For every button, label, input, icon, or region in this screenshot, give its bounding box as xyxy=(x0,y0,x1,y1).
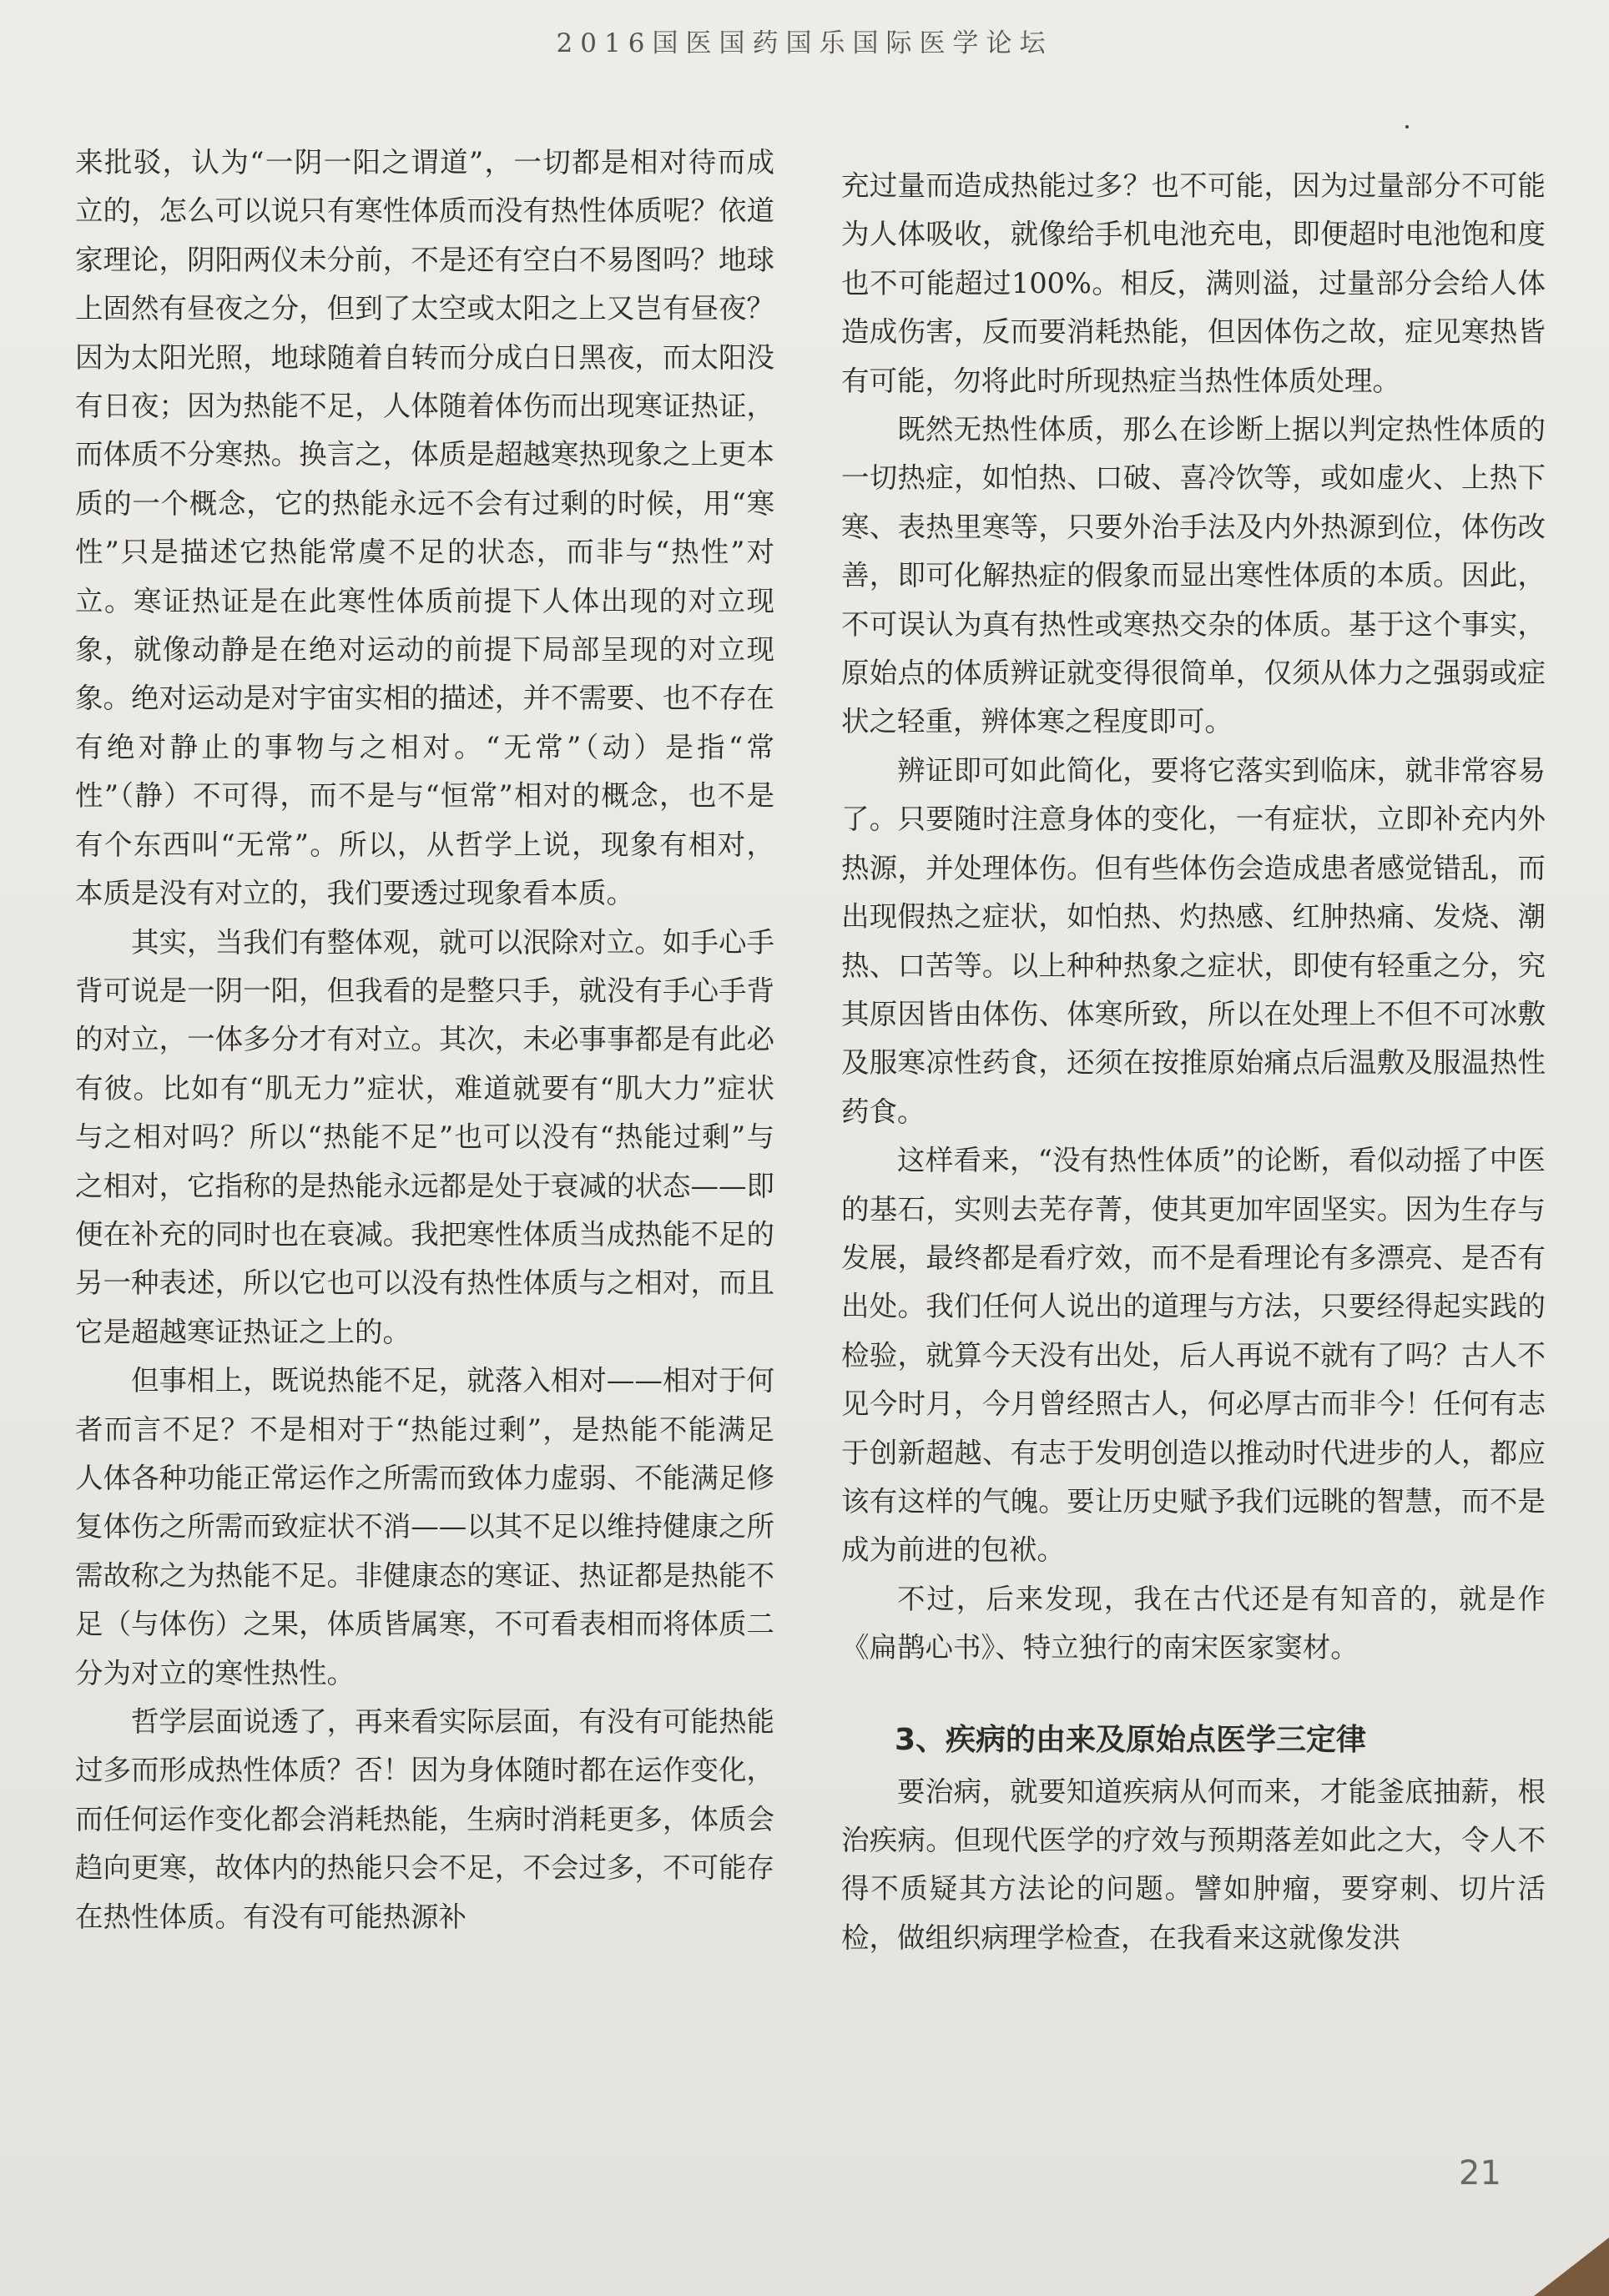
paragraph: 不过，后来发现，我在古代还是有知音的，就是作《扁鹊心书》、特立独行的南宋医家窦材。 xyxy=(841,1582,1546,1664)
paragraph: 哲学层面说透了，再来看实际层面，有没有可能热能过多而形成热性体质？否！因为身体随时都在运作变化，而任何运作变化都会消耗热能，生病时消耗更多，体质会趋向更寒，故体内的热能只会不足，不会过多，不可能存在热性体质。有没有可能热源补 xyxy=(75,1705,774,1933)
paragraph: 充过量而造成热能过多？也不可能，因为过量部分不可能为人体吸收，就像给手机电池充电，即便超时电池饱和度也不可能超过100%。相反，满则溢，过量部分会给人体造成伤害，反而要消耗热能，但因体伤之故，症见寒热皆有可能，勿将此时所现热症当热性体质处理。 xyxy=(841,169,1546,397)
paragraph: 来批驳，认为“一阴一阳之谓道”，一切都是相对待而成立的，怎么可以说只有寒性体质而没有热性体质呢？依道家理论，阴阳两仪未分前，不是还有空白不易图吗？地球上固然有昼夜之分，但到了太空或太阳之上又岂有昼夜？因为太阳光照，地球随着自转而分成白日黑夜，而太阳没有日夜；因为热能不足，人体随着体伤而出现寒证热证，而体质不分寒热。换言之，体质是超越寒热现象之上更本质的一个概念，它的热能永远不会有过剩的时候，用“寒性”只是描述它热能常虞不足的状态，而非与“热性”对立。寒证热证是在此寒性体质前提下人体出现的对立现象，就像动静是在绝对运动的前提下局部呈现的对立现象。绝对运动是对宇宙实相的描述，并不需要、也不存在有绝对静止的事物与之相对。“无常”（动）是指“常性”（静）不可得，而不是与“恒常”相对的概念，也不是有个东西叫“无常”。所以，从哲学上说，现象有相对，本质是没有对立的，我们要透过现象看本质。 xyxy=(75,146,774,910)
paragraph: 其实，当我们有整体观，就可以泯除对立。如手心手背可说是一阴一阳，但我看的是整只手，就没有手心手背的对立，一体多分才有对立。其次，未必事事都是有此必有彼。比如有“肌无力”症状，难道就要有“肌大力”症状与之相对吗？所以“热能不足”也可以没有“热能过剩”与之相对，它指称的是热能永远都是处于衰减的状态——即便在补充的同时也在衰减。我把寒性体质当成热能不足的另一种表述，所以它也可以没有热性体质与之相对，而且它是超越寒证热证之上的。 xyxy=(75,925,774,1348)
page-corner xyxy=(1534,2238,1609,2296)
paragraph: 辨证即可如此简化，要将它落实到临床，就非常容易了。只要随时注意身体的变化，一有症状，立即补充内外热源，并处理体伤。但有些体伤会造成患者感觉错乱，而出现假热之症状，如怕热、灼热感、红肿热痛、发烧、潮热、口苦等。以上种种热象之症状，即使有轻重之分，究其原因皆由体伤、体寒所致，所以在处理上不但不可冰敷及服寒凉性药食，还须在按推原始痛点后温敷及服温热性药食。 xyxy=(841,753,1546,1128)
right-column xyxy=(841,162,1546,1962)
page-number: 21 xyxy=(1459,2154,1501,2193)
running-header: 2016国医国药国乐国际医学论坛 xyxy=(556,28,1053,58)
paragraph: 既然无热性体质，那么在诊断上据以判定热性体质的一切热症，如怕热、口破、喜冷饮等，或如虚火、上热下寒、表热里寒等，只要外治手法及内外热源到位，体伤改善，即可化解热症的假象而显出寒性体质的本质。因此，不可误认为真有热性或寒热交杂的体质。基于这个事实，原始点的体质辨证就变得很简单，仅须从体力之强弱或症状之轻重，辨体寒之程度即可。 xyxy=(841,413,1546,738)
paragraph: 要治病，就要知道疾病从何而来，才能釜底抽薪，根治疾病。但现代医学的疗效与预期落差如此之大，令人不得不质疑其方法论的问题。譬如肿瘤，要穿刺、切片活检，做组织病理学检查，在我看来这就像发洪 xyxy=(841,1775,1546,1954)
ink-speck xyxy=(1405,125,1409,128)
paragraph: 但事相上，既说热能不足，就落入相对——相对于何者而言不足？不是相对于“热能过剩”，是热能不能满足人体各种功能正常运作之所需而致体力虚弱、不能满足修复体伤之所需而致症状不消——以其不足以维持健康之所需故称之为热能不足。非健康态的寒证、热证都是热能不足（与体伤）之果，体质皆属寒，不可看表相而将体质二分为对立的寒性热性。 xyxy=(75,1364,774,1689)
paragraph: 这样看来，“没有热性体质”的论断，看似动摇了中医的基石，实则去芜存菁，使其更加牢固坚实。因为生存与发展，最终都是看疗效，而不是看理论有多漂亮、是否有出处。我们任何人说出的道理与方法，只要经得起实践的检验，就算今天没有出处，后人再说不就有了吗？古人不见今时月，今月曾经照古人，何必厚古而非今！任何有志于创新超越、有志于发明创造以推动时代进步的人，都应该有这样的气魄。要让历史赋予我们远眺的智慧，而不是成为前进的包袱。 xyxy=(841,1144,1546,1567)
left-column xyxy=(75,138,774,1941)
section-heading: 3、疾病的由来及原始点医学三定律 xyxy=(895,1722,1367,1757)
